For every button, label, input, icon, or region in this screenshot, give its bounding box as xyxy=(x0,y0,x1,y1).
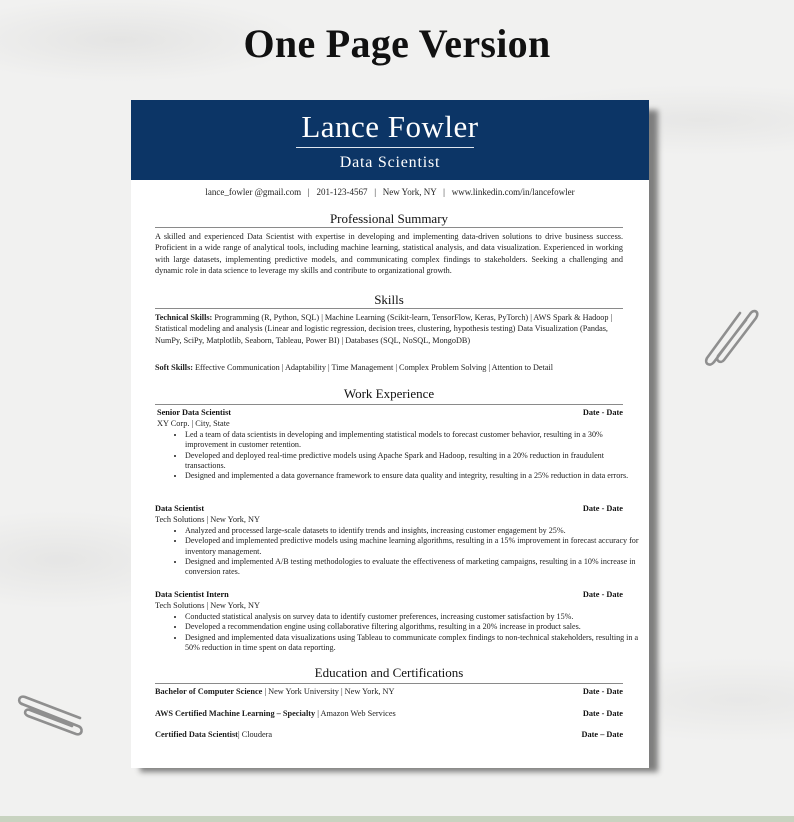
technical-skills-label: Technical Skills: xyxy=(155,313,213,322)
paperclip-icon xyxy=(700,300,764,372)
education-rule xyxy=(155,683,623,684)
job-bullet: • Developed and implemented predictive models using machine learning algorithms, resulting in a 15% improvement in forecast accuracy for inventory management. xyxy=(185,536,639,557)
education-label: AWS Certified Machine Learning – Specialty xyxy=(155,709,316,718)
name-divider xyxy=(296,147,474,148)
resume-banner xyxy=(131,100,649,180)
work-rule xyxy=(155,404,623,405)
education-item xyxy=(155,709,396,718)
job-bullet: • Developed and deployed real-time predictive models using Apache Spark and Hadoop, resulting in a 20% reduction in fraudulent transactions. xyxy=(185,451,639,472)
job-date: Date - Date xyxy=(582,408,623,417)
technical-skills xyxy=(155,312,625,346)
job-bullet: • Conducted statistical analysis on survey data to identify customer preferences, increasing customer satisfaction by 15%. xyxy=(185,612,639,622)
education-label: Bachelor of Computer Science xyxy=(155,687,263,696)
summary-rule xyxy=(155,227,623,228)
job-bullet: • Led a team of data scientists in developing and implementing statistical models to forecast customer behavior, resulting in a 30% improvement in customer retention. xyxy=(185,430,639,451)
education-item xyxy=(155,730,272,739)
soft-skills xyxy=(155,362,625,373)
soft-skills-text: Effective Communication | Adaptability | Time Management | Complex Problem Solving | Attention to Detail xyxy=(193,363,554,372)
job-bullet: • Designed and implemented data visualizations using Tableau to communicate complex findings to non-technical stakeholders, resulting in a 50% reduction in time spent on data reporting. xyxy=(185,633,639,654)
education-detail: | New York University | New York, NY xyxy=(262,687,395,696)
job-bullets xyxy=(171,526,639,577)
work-heading: Work Experience xyxy=(343,386,435,401)
resume-title: Data Scientist xyxy=(339,154,441,171)
footer-bar xyxy=(0,816,794,822)
job-company: XY Corp. | City, State xyxy=(157,419,230,428)
job-title: Data Scientist Intern xyxy=(155,590,229,599)
skills-heading: Skills xyxy=(374,292,404,307)
job-title: Data Scientist xyxy=(155,504,205,513)
summary-heading: Professional Summary xyxy=(329,211,449,226)
job-company: Tech Solutions | New York, NY xyxy=(155,515,261,524)
technical-skills-text: Programming (R, Python, SQL) | Machine Learning (Scikit-learn, TensorFlow, Keras, PyTorch) | AWS Spark & Hadoop | Statistical modeling and analysis (Linear and logistic regression, decision trees, clustering, hypothesis testing) Data Visualization (Pandas, NumPy, SciPy, Matplotlib, Seaborn, Tableau, Power BI) | Databases (SQL, NoSQL, MongoDB) xyxy=(155,313,613,345)
job-bullet: • Designed and implemented a data governance framework to ensure data quality and integrity, resulting in a 25% reduction in data errors. xyxy=(185,471,639,481)
job-date: Date - Date xyxy=(582,504,623,513)
paperclip-icon xyxy=(14,690,88,740)
resume-page xyxy=(131,100,649,768)
education-date: Date - Date xyxy=(582,709,623,718)
job-bullets xyxy=(171,430,639,481)
education-detail: | Amazon Web Services xyxy=(315,709,396,718)
job-bullet: • Analyzed and processed large-scale datasets to identify trends and insights, increasing customer engagement by 25%. xyxy=(185,526,639,536)
page-heading: One Page Version xyxy=(243,21,551,66)
job-bullets xyxy=(171,612,639,653)
education-date: Date – Date xyxy=(581,730,623,739)
education-label: Certified Data Scientist xyxy=(155,730,238,739)
job-bullet: • Designed and implemented A/B testing methodologies to evaluate the effectiveness of marketing campaigns, resulting in a 10% increase in conversion rates. xyxy=(185,557,639,578)
soft-skills-label: Soft Skills: xyxy=(155,363,193,372)
job-date: Date - Date xyxy=(582,590,623,599)
job-bullet: • Developed a recommendation engine using collaborative filtering algorithms, resulting in a 20% increase in product sales. xyxy=(185,622,639,632)
skills-rule xyxy=(155,308,623,309)
contact-line: lance_fowler @gmail.com | 201-123-4567 | New York, NY | www.linkedin.com/in/lancefowler xyxy=(205,187,575,197)
job-company: Tech Solutions | New York, NY xyxy=(155,601,261,610)
summary-text: A skilled and experienced Data Scientist with expertise in developing and implementing data-driven solutions to drive business success. Proficient in a wide range of analytical tools, including machine learning, statistical analysis, and data visualization. Experienced in working with large datasets, implementing predictive models, and communicating complex findings to stakeholders. Seeking a challenging and dynamic role in data science to leverage my skills and contribute to organizational growth. xyxy=(155,232,623,275)
education-date: Date - Date xyxy=(582,687,623,696)
education-heading: Education and Certifications xyxy=(314,665,464,680)
education-item xyxy=(155,687,394,696)
job-title: Senior Data Scientist xyxy=(157,408,232,417)
resume-name: Lance Fowler xyxy=(301,109,479,144)
education-detail: | Cloudera xyxy=(237,730,273,739)
